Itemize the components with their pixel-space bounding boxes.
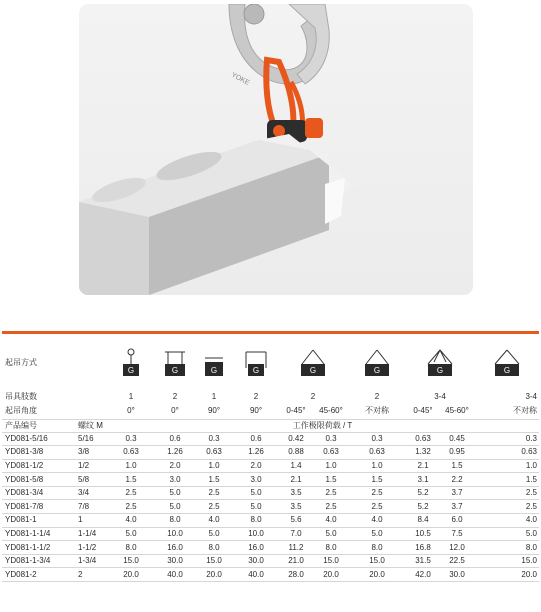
model-cell: YD081-1 xyxy=(2,514,74,528)
angle-value: 90° xyxy=(207,406,221,416)
wll-cell: 15.0 xyxy=(314,554,348,568)
model-cell: YD081-3/4 xyxy=(2,486,74,500)
wll-cell: 40.0 xyxy=(234,568,278,582)
model-cell: YD081-7/8 xyxy=(2,500,74,514)
two-leg-unequal-icon xyxy=(348,337,406,389)
thread-cell: 1-1/2 xyxy=(74,541,106,555)
angle-row xyxy=(2,404,539,419)
legs-value: 1 xyxy=(211,391,217,401)
wll-cell: 3.7 xyxy=(440,500,474,514)
angle-value: 0° xyxy=(171,406,179,416)
wll-cell: 8.0 xyxy=(106,541,156,555)
wll-cell: 0.63 xyxy=(474,446,539,460)
wll-cell: 1.32 xyxy=(406,446,440,460)
wll-cell: 20.0 xyxy=(348,568,406,582)
thread-cell: 2 xyxy=(74,568,106,582)
wll-cell: 8.0 xyxy=(314,541,348,555)
wll-cell: 30.0 xyxy=(156,554,194,568)
column-header-row xyxy=(2,419,539,432)
wll-cell: 1.5 xyxy=(194,473,234,487)
wll-cell: 0.6 xyxy=(234,432,278,446)
wll-cell: 1.5 xyxy=(348,473,406,487)
wll-cell: 0.3 xyxy=(106,432,156,446)
wll-cell: 4.0 xyxy=(194,514,234,528)
wll-cell: 5.0 xyxy=(234,486,278,500)
model-cell: YD081-3/8 xyxy=(2,446,74,460)
wll-cell: 0.63 xyxy=(348,446,406,460)
wll-cell: 15.0 xyxy=(194,554,234,568)
wll-cell: 20.0 xyxy=(194,568,234,582)
four-leg-unequal-icon xyxy=(474,337,539,389)
legs-value: 1 xyxy=(128,391,134,401)
wll-cell: 0.63 xyxy=(106,446,156,460)
model-header: 产品编号 xyxy=(2,419,74,432)
wll-cell: 8.0 xyxy=(234,514,278,528)
wll-cell: 1.0 xyxy=(474,459,539,473)
wll-cell: 20.0 xyxy=(106,568,156,582)
wll-cell: 0.3 xyxy=(348,432,406,446)
wll-cell: 1.0 xyxy=(348,459,406,473)
table-row xyxy=(2,432,539,446)
thread-cell: 1-3/4 xyxy=(74,554,106,568)
lifting-hook xyxy=(229,4,329,87)
wll-cell: 5.0 xyxy=(314,527,348,541)
angle-value: 不对称 xyxy=(365,406,389,416)
basket-two-leg-icon xyxy=(156,337,194,389)
wll-cell: 4.0 xyxy=(348,514,406,528)
wll-cell: 20.0 xyxy=(474,568,539,582)
thread-cell: 5/8 xyxy=(74,473,106,487)
table-row xyxy=(2,554,539,568)
thread-cell: 7/8 xyxy=(74,500,106,514)
angle-label: 起吊角度 xyxy=(5,406,37,416)
legs-value: 2 xyxy=(172,391,178,401)
model-cell: YD081-5/16 xyxy=(2,432,74,446)
wll-cell: 3.7 xyxy=(440,486,474,500)
wll-cell: 15.0 xyxy=(348,554,406,568)
hoist-ring-illustration xyxy=(79,4,473,295)
wll-cell: 16.0 xyxy=(234,541,278,555)
table-row xyxy=(2,541,539,555)
wll-cell: 5.0 xyxy=(194,527,234,541)
product-photo xyxy=(79,4,473,295)
svg-text:G: G xyxy=(309,366,317,375)
wll-cell: 0.45 xyxy=(440,432,474,446)
wll-cell: 2.1 xyxy=(278,473,314,487)
wll-cell: 2.5 xyxy=(474,486,539,500)
wll-cell: 7.5 xyxy=(440,527,474,541)
angle-value: 不对称 xyxy=(513,406,537,416)
svg-text:G: G xyxy=(171,366,179,375)
sling-method-row xyxy=(2,337,539,389)
wll-cell: 1.0 xyxy=(194,459,234,473)
legs-value: 2 xyxy=(310,391,316,401)
wll-cell: 1.0 xyxy=(314,459,348,473)
wll-cell: 2.2 xyxy=(440,473,474,487)
choker-90-icon xyxy=(194,337,234,389)
legs-row xyxy=(2,389,539,404)
wll-cell: 10.5 xyxy=(406,527,440,541)
hook-marking: YOKE xyxy=(230,71,251,87)
wll-cell: 0.3 xyxy=(194,432,234,446)
thread-cell: 3/4 xyxy=(74,486,106,500)
legs-label: 吊具肢数 xyxy=(5,391,37,401)
table-row xyxy=(2,459,539,473)
wll-cell: 15.0 xyxy=(106,554,156,568)
thread-header: 螺纹 M xyxy=(74,419,106,432)
legs-value: 2 xyxy=(253,391,259,401)
angle-value: 45-60° xyxy=(319,406,343,416)
table-top-rule xyxy=(2,331,539,334)
wll-cell: 5.0 xyxy=(156,486,194,500)
thread-cell: 1 xyxy=(74,514,106,528)
wll-cell: 7.0 xyxy=(278,527,314,541)
wll-cell: 0.63 xyxy=(194,446,234,460)
thread-cell: 5/16 xyxy=(74,432,106,446)
wll-cell: 5.0 xyxy=(474,527,539,541)
table-row xyxy=(2,473,539,487)
wll-cell: 5.0 xyxy=(156,500,194,514)
wll-cell: 6.0 xyxy=(440,514,474,528)
wll-cell: 5.2 xyxy=(406,500,440,514)
svg-text:G: G xyxy=(127,366,135,375)
model-cell: YD081-1-1/4 xyxy=(2,527,74,541)
wll-cell: 10.0 xyxy=(234,527,278,541)
wll-cell: 5.2 xyxy=(406,486,440,500)
table-row xyxy=(2,527,539,541)
wll-cell: 5.0 xyxy=(348,527,406,541)
wll-cell: 5.0 xyxy=(106,527,156,541)
wll-cell: 1.0 xyxy=(106,459,156,473)
model-cell: YD081-2 xyxy=(2,568,74,582)
two-leg-bridle-icon xyxy=(278,337,348,389)
wll-cell: 2.5 xyxy=(106,486,156,500)
single-leg-vertical-icon xyxy=(106,337,156,389)
wll-cell: 22.5 xyxy=(440,554,474,568)
wll-cell: 2.5 xyxy=(314,500,348,514)
table-row xyxy=(2,500,539,514)
table-row xyxy=(2,446,539,460)
thread-cell: 3/8 xyxy=(74,446,106,460)
legs-value: 3-4 xyxy=(525,391,537,401)
model-cell: YD081-1-1/2 xyxy=(2,541,74,555)
wll-cell: 40.0 xyxy=(156,568,194,582)
legs-value: 2 xyxy=(374,391,380,401)
data-rows xyxy=(2,432,539,582)
wll-cell: 1.4 xyxy=(278,459,314,473)
svg-text:G: G xyxy=(210,366,218,375)
wll-cell: 3.5 xyxy=(278,500,314,514)
wll-cell: 0.3 xyxy=(474,432,539,446)
wll-cell: 2.0 xyxy=(234,459,278,473)
wll-cell: 4.0 xyxy=(314,514,348,528)
wll-cell: 5.6 xyxy=(278,514,314,528)
wll-cell: 16.0 xyxy=(156,541,194,555)
wll-cell: 2.0 xyxy=(156,459,194,473)
table-row xyxy=(2,514,539,528)
wll-cell: 20.0 xyxy=(314,568,348,582)
wll-cell: 16.8 xyxy=(406,541,440,555)
wll-cell: 2.5 xyxy=(348,500,406,514)
thread-cell: 1-1/4 xyxy=(74,527,106,541)
wll-cell: 2.5 xyxy=(194,486,234,500)
wll-cell: 0.42 xyxy=(278,432,314,446)
wll-cell: 0.63 xyxy=(314,446,348,460)
wll-cell: 0.95 xyxy=(440,446,474,460)
wll-cell: 8.4 xyxy=(406,514,440,528)
model-cell: YD081-1/2 xyxy=(2,459,74,473)
wll-cell: 8.0 xyxy=(194,541,234,555)
svg-text:G: G xyxy=(252,366,260,375)
wll-cell: 3.0 xyxy=(234,473,278,487)
wll-cell: 4.0 xyxy=(106,514,156,528)
wll-cell: 8.0 xyxy=(348,541,406,555)
angle-value: 45-60° xyxy=(445,406,469,416)
wll-cell: 28.0 xyxy=(278,568,314,582)
wll-cell: 0.6 xyxy=(156,432,194,446)
wll-cell: 30.0 xyxy=(440,568,474,582)
wll-cell: 1.26 xyxy=(234,446,278,460)
wll-cell: 2.5 xyxy=(194,500,234,514)
load-spec-table xyxy=(2,337,539,582)
wll-cell: 2.5 xyxy=(348,486,406,500)
wll-cell: 10.0 xyxy=(156,527,194,541)
wll-cell: 2.5 xyxy=(474,500,539,514)
svg-text:G: G xyxy=(503,366,510,375)
wll-cell: 30.0 xyxy=(234,554,278,568)
wll-cell: 8.0 xyxy=(474,541,539,555)
wll-cell: 3.1 xyxy=(406,473,440,487)
wll-cell: 0.63 xyxy=(406,432,440,446)
wll-cell: 3.5 xyxy=(278,486,314,500)
wll-cell: 1.5 xyxy=(474,473,539,487)
wll-cell: 2.1 xyxy=(406,459,440,473)
wll-cell: 1.26 xyxy=(156,446,194,460)
wll-cell: 8.0 xyxy=(156,514,194,528)
four-leg-bridle-icon xyxy=(406,337,474,389)
wll-cell: 2.5 xyxy=(106,500,156,514)
basket-90-icon xyxy=(234,337,278,389)
wll-cell: 15.0 xyxy=(474,554,539,568)
wll-cell: 12.0 xyxy=(440,541,474,555)
svg-text:G: G xyxy=(436,366,444,375)
model-cell: YD081-1-3/4 xyxy=(2,554,74,568)
thread-cell: 1/2 xyxy=(74,459,106,473)
table-row xyxy=(2,568,539,582)
model-cell: YD081-5/8 xyxy=(2,473,74,487)
angle-value: 0° xyxy=(127,406,135,416)
table-row xyxy=(2,486,539,500)
wll-cell: 0.88 xyxy=(278,446,314,460)
wll-cell: 1.5 xyxy=(440,459,474,473)
angle-value: 0-45° xyxy=(286,406,306,416)
wll-cell: 1.5 xyxy=(314,473,348,487)
wll-cell: 3.0 xyxy=(156,473,194,487)
wll-cell: 42.0 xyxy=(406,568,440,582)
wll-cell: 2.5 xyxy=(314,486,348,500)
wll-cell: 11.2 xyxy=(278,541,314,555)
metal-block xyxy=(79,134,355,295)
wll-cell: 21.0 xyxy=(278,554,314,568)
wll-cell: 4.0 xyxy=(474,514,539,528)
wll-cell: 1.5 xyxy=(106,473,156,487)
wll-cell: 0.3 xyxy=(314,432,348,446)
svg-text:G: G xyxy=(373,366,381,375)
wll-header: 工作极限荷载 / T xyxy=(106,419,539,432)
wll-cell: 31.5 xyxy=(406,554,440,568)
method-label: 起吊方式 xyxy=(5,358,37,367)
wll-cell: 5.0 xyxy=(234,500,278,514)
angle-value: 0-45° xyxy=(413,406,433,416)
angle-value: 90° xyxy=(249,406,263,416)
legs-value: 3-4 xyxy=(434,391,446,401)
